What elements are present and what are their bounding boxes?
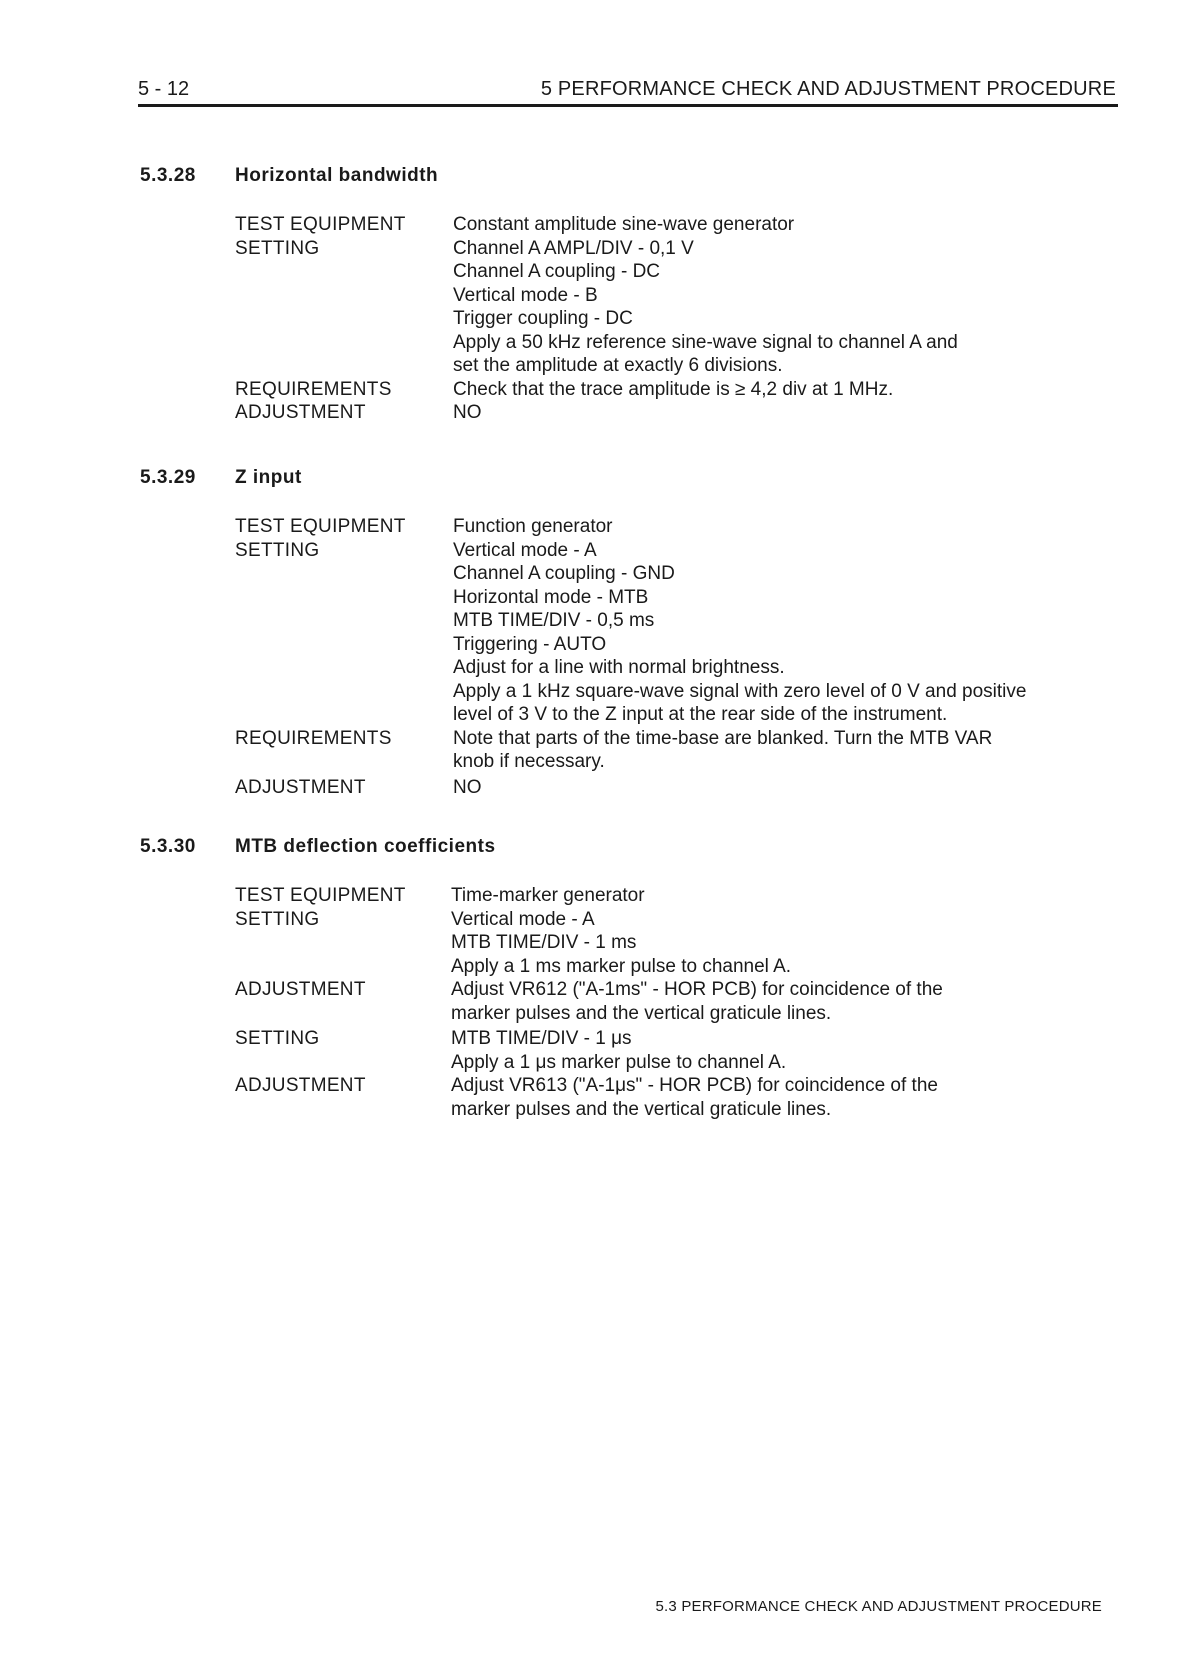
row-adjustment (235, 776, 1120, 800)
row-label: ADJUSTMENT (235, 776, 366, 798)
section-title: MTB deflection coefficients (235, 836, 496, 857)
section-title: Horizontal bandwidth (235, 165, 439, 186)
section-rows (235, 884, 1120, 1121)
row-setting (235, 237, 1120, 378)
row-line: marker pulses and the vertical graticule lines. (451, 1002, 832, 1024)
row-adjustment (235, 1074, 1120, 1121)
row-line: Time-marker generator (451, 885, 645, 906)
chapter-title: 5 PERFORMANCE CHECK AND ADJUSTMENT PROCEDURE (540, 78, 1116, 100)
section-number: 5.3.29 (140, 467, 196, 488)
section-number: 5.3.30 (140, 836, 196, 857)
page-header (138, 74, 1118, 107)
section-number: 5.3.28 (140, 165, 196, 186)
row-line: NO (453, 402, 482, 423)
row-line: Triggering - AUTO (453, 633, 607, 655)
row-label: ADJUSTMENT (235, 1075, 366, 1096)
row-setting (235, 1027, 1120, 1074)
row-line: Function generator (453, 516, 613, 537)
page-footer: 5.3 PERFORMANCE CHECK AND ADJUSTMENT PROCEDURE (655, 1598, 1102, 1615)
row-label: SETTING (235, 908, 320, 930)
row-line: Channel A coupling - GND (453, 563, 675, 584)
section-z-input (140, 467, 1120, 799)
section-heading (140, 467, 1120, 493)
row-label: TEST EQUIPMENT (235, 214, 406, 235)
row-line: Channel A AMPL/DIV - 0,1 V (453, 237, 694, 259)
section-heading (140, 836, 1120, 862)
section-heading (140, 165, 1120, 191)
row-line: Check that the trace amplitude is ≥ 4,2 div at 1 MHz. (453, 378, 894, 400)
row-line: set the amplitude at exactly 6 divisions. (453, 355, 783, 376)
row-test-equipment (235, 515, 1120, 539)
row-line: MTB TIME/DIV - 0,5 ms (453, 610, 655, 631)
row-adjustment (235, 978, 1120, 1025)
row-line: Adjust VR612 ("A-1ms" - HOR PCB) for coincidence of the (451, 979, 943, 1000)
row-label: ADJUSTMENT (235, 979, 366, 1000)
row-line: Adjust for a line with normal brightness. (453, 657, 785, 678)
row-setting (235, 908, 1120, 979)
row-label: ADJUSTMENT (235, 402, 366, 423)
row-requirements (235, 727, 1120, 774)
row-line: MTB TIME/DIV - 1 μs (451, 1028, 632, 1049)
row-line: Note that parts of the time-base are blanked. Turn the MTB VAR (453, 727, 993, 749)
row-line: Apply a 50 kHz reference sine-wave signal to channel A and (453, 331, 958, 353)
row-line: Apply a 1 μs marker pulse to channel A. (451, 1051, 787, 1073)
row-label: TEST EQUIPMENT (235, 885, 406, 906)
section-rows (235, 213, 1120, 425)
row-line: marker pulses and the vertical graticule lines. (451, 1098, 832, 1120)
row-label: SETTING (235, 237, 320, 259)
row-label: SETTING (235, 1028, 320, 1049)
row-line: Constant amplitude sine-wave generator (453, 214, 795, 235)
row-line: level of 3 V to the Z input at the rear side of the instrument. (453, 704, 948, 725)
row-line: Trigger coupling - DC (453, 308, 633, 329)
row-label: REQUIREMENTS (235, 727, 392, 749)
row-requirements (235, 378, 1120, 402)
row-setting (235, 539, 1120, 727)
section-rows (235, 515, 1120, 799)
row-line: Apply a 1 kHz square-wave signal with zero level of 0 V and positive (453, 680, 1027, 702)
row-test-equipment (235, 884, 1120, 908)
row-test-equipment (235, 213, 1120, 237)
row-line: Apply a 1 ms marker pulse to channel A. (451, 955, 792, 977)
row-adjustment (235, 401, 1120, 425)
section-mtb-deflection-coefficients (140, 836, 1120, 1121)
row-line: Horizontal mode - MTB (453, 586, 649, 608)
row-line: NO (453, 776, 482, 798)
section-horizontal-bandwidth (140, 165, 1120, 425)
row-label: SETTING (235, 539, 320, 561)
row-line: Adjust VR613 ("A-1μs" - HOR PCB) for coincidence of the (451, 1075, 938, 1096)
row-label: TEST EQUIPMENT (235, 516, 406, 537)
row-line: Vertical mode - A (453, 539, 597, 561)
row-line: knob if necessary. (453, 751, 605, 772)
row-line: Vertical mode - B (453, 284, 598, 306)
page-number: 5 - 12 (138, 78, 190, 100)
row-line: MTB TIME/DIV - 1 ms (451, 932, 637, 953)
row-label: REQUIREMENTS (235, 378, 392, 400)
row-line: Channel A coupling - DC (453, 261, 661, 282)
row-line: Vertical mode - A (451, 908, 595, 930)
section-title: Z input (235, 467, 302, 488)
